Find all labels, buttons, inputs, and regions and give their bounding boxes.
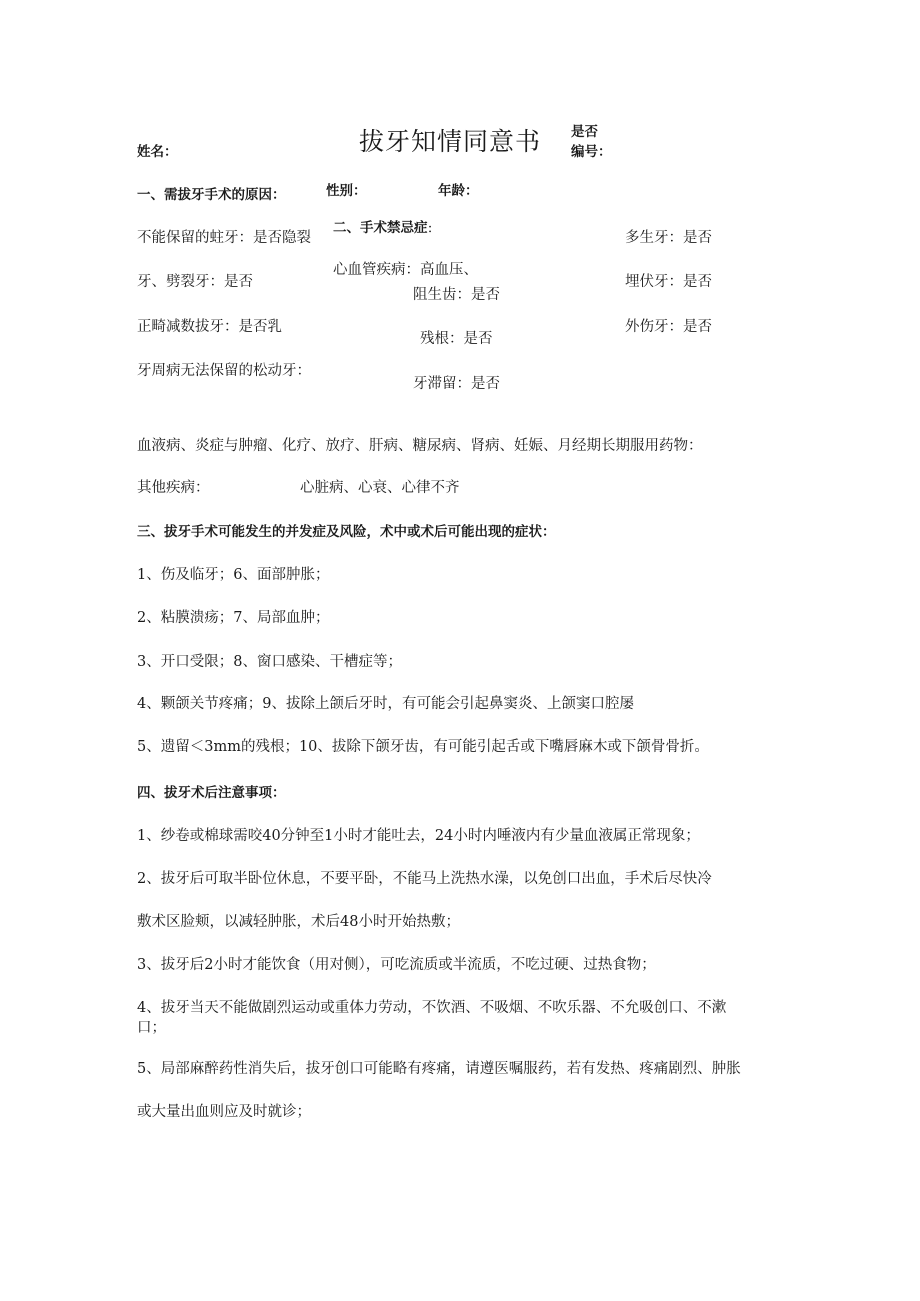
supernumerary-tooth: 多生牙：是否 — [625, 230, 712, 246]
section2-heading — [333, 219, 439, 238]
other-diseases-label: 其他疾病： — [137, 480, 210, 496]
risk-item-1: 1、伤及临牙；6、面部肿胀； — [137, 567, 330, 583]
section1-heading: 一、需拔牙手术的原因： — [137, 187, 286, 203]
section3-heading: 三、拔牙手术可能发生的并发症及风险，术中或术后可能出现的症状： — [137, 524, 556, 540]
reason-line-2: 牙、劈裂牙：是否 — [137, 274, 253, 290]
aftercare-line-1: 1、纱卷或棉球需咬40分钟至1小时才能吐去，24小时内唾液内有少量血液属正常现象； — [137, 828, 700, 844]
risk-item-4: 4、颗颌关节疼痛；9、拔除上颌后牙时，有可能会引起鼻窦炎、上颌窦口腔屡 — [137, 696, 634, 712]
reason-line-1: 不能保留的蛀牙：是否隐裂 — [137, 230, 311, 246]
top-right-shifou: 是否 — [571, 124, 598, 140]
age-label: 年龄： — [438, 183, 479, 199]
embedded-tooth: 埋伏牙：是否 — [625, 274, 712, 290]
aftercare-line-2: 2、拔牙后可取半卧位休息，不要平卧，不能马上洗热水澡，以免创口出血，手术后尽快冷 — [137, 871, 712, 887]
aftercare-line-6: 口； — [137, 1020, 166, 1036]
aftercare-line-4: 3、拔牙后2小时才能饮食（用对侧），可吃流质或半流质，不吃过硬、过热食物； — [137, 957, 656, 973]
section4-heading: 四、拔牙术后注意事项： — [137, 785, 286, 801]
reason-line-3: 正畸减数拔牙：是否乳 — [137, 319, 282, 335]
risk-item-3: 3、开口受限；8、窗口感染、干槽症等； — [137, 654, 402, 670]
name-label: 姓名： — [137, 144, 178, 160]
diseases-line: 血液病、炎症与肿瘤、化疗、放疗、肝病、糖尿病、肾病、妊娠、月经期长期服用药物： — [137, 438, 703, 454]
trauma-tooth: 外伤牙：是否 — [625, 319, 712, 335]
retained-tooth: 牙滞留：是否 — [413, 376, 500, 392]
aftercare-line-3: 敷术区脸颊，以减轻肿胀，术后48小时开始热敷； — [137, 914, 460, 930]
aftercare-line-8: 或大量出血则应及时就诊； — [137, 1104, 311, 1120]
gender-label: 性别： — [326, 183, 367, 199]
risk-item-2: 2、粘膜溃疡；7、局部血肿； — [137, 610, 330, 626]
aftercare-line-5: 4、拔牙当天不能做剧烈运动或重体力劳动，不饮酒、不吸烟、不吹乐器、不允吸创口、不漱 — [137, 1000, 727, 1016]
reason-line-4: 牙周病无法保留的松动牙： — [137, 363, 311, 379]
risk-item-5: 5、遗留＜3mm的残根；10、拔除下颌牙齿，有可能引起舌或下嘴唇麻木或下颌骨骨折。 — [137, 739, 709, 755]
other-diseases-value: 心脏病、心衰、心律不齐 — [300, 480, 460, 496]
number-label: 编号： — [571, 144, 612, 160]
page-title: 拔牙知情同意书 — [359, 127, 542, 156]
section2-heading-text: 二、手术禁忌症 — [333, 220, 428, 236]
aftercare-line-7: 5、局部麻醉药性消失后，拔牙创口可能略有疼痛，请遵医嘱服药，若有发热、疼痛剧烈、肿胀 — [137, 1061, 741, 1077]
section2-heading-mark: ： — [427, 222, 439, 235]
residual-root: 残根：是否 — [420, 331, 493, 347]
impacted-tooth: 阻生齿：是否 — [413, 287, 500, 303]
contraindication-cardiovascular: 心血管疾病：高血压、 — [333, 262, 478, 278]
